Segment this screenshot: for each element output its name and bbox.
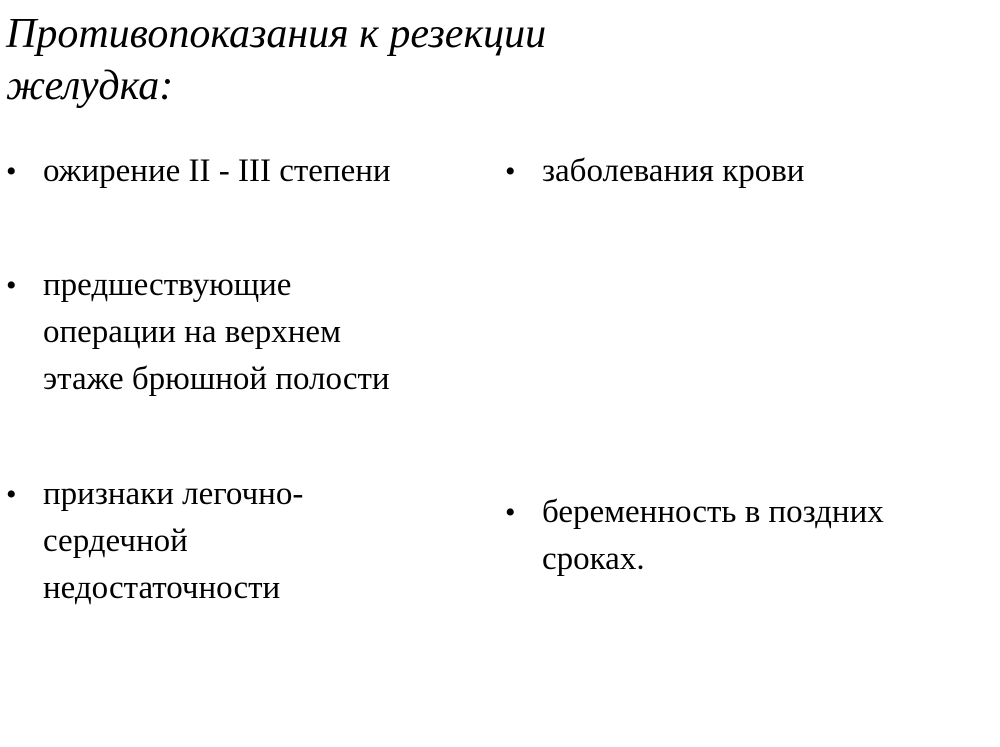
bullet-text xyxy=(43,262,476,403)
bullet-item-cardiopulmonary-insufficiency xyxy=(6,471,476,612)
bullet-icon: • xyxy=(505,155,516,188)
bullet-item-blood-diseases xyxy=(505,148,975,195)
bullet-line: заболевания крови xyxy=(542,153,805,189)
bullet-icon: • xyxy=(6,155,17,188)
bullet-item-late-pregnancy xyxy=(505,489,975,583)
slide-title-line-1: Противопоказания к резекции xyxy=(6,11,547,57)
bullet-line: операции на верхнем xyxy=(43,314,341,350)
bullet-line: беременность в поздних xyxy=(542,494,884,530)
bullet-text xyxy=(542,148,975,195)
bullet-icon: • xyxy=(6,269,17,302)
bullet-line: предшествующие xyxy=(43,267,292,303)
bullet-line: этаже брюшной полости xyxy=(43,361,390,397)
bullet-line: признаки легочно- xyxy=(43,476,304,512)
bullet-line: сроках. xyxy=(542,541,645,577)
bullet-line: сердечной xyxy=(43,523,188,559)
bullet-icon: • xyxy=(505,496,516,529)
bullet-line: недостаточности xyxy=(43,570,281,606)
slide-title xyxy=(6,8,706,112)
bullet-text xyxy=(542,489,975,583)
bullet-line: ожирение II - III степени xyxy=(43,153,391,189)
bullet-item-previous-operations xyxy=(6,262,476,403)
bullet-text xyxy=(43,471,476,612)
slide-title-line-2: желудка: xyxy=(6,63,174,109)
bullet-text xyxy=(43,148,476,195)
bullet-item-obesity xyxy=(6,148,476,195)
bullet-icon: • xyxy=(6,478,17,511)
